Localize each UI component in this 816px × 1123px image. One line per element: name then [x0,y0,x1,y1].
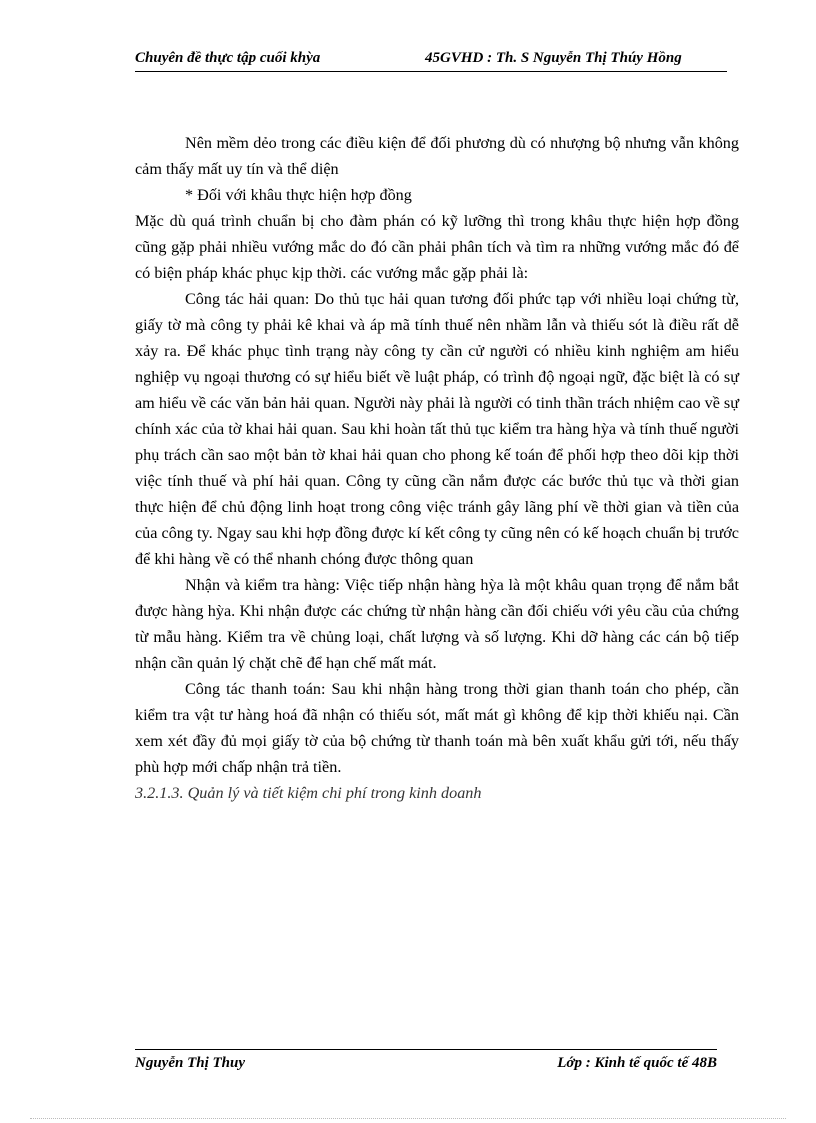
paragraph-customs: Công tác hải quan: Do thủ tục hải quan tương đối phức tạp với nhiều loại chứng từ, giấy tờ mà công ty phải kê khai và áp mã tính thuế nên nhầm lẫn và thiếu sót là điều rất dễ xảy ra. Để khác phục tình trạng này công ty cần cử người có nhiều kinh nghiệm am hiểu nghiệp vụ ngoại thương có sự hiểu biết về luật pháp, có trình độ ngoại ngữ, đặc biệt là có sự am hiểu về các văn bản hải quan. Người này phải là người có tinh thần trách nhiệm cao về sự chính xác của tờ khai hải quan. Sau khi hoàn tất thủ tục kiểm tra hàng hỳa và tính thuế người phụ trách cần sao một bản tờ khai hải quan cho phong kế toán để phối hợp theo dõi kịp thời việc tính thuế và phí hải quan. Công ty cũng cần nắm được các bước thủ tục và thời gian thực hiện để chủ động linh hoạt trong công việc tránh gây lãng phí về thời gian và tiền của của công ty. Ngay sau khi hợp đồng được kí kết công ty cũng nên có kế hoạch chuẩn bị trước để khi hàng về có thể nhanh chóng được thông quan [135,290,739,568]
paragraph-goods-inspection: Nhận và kiểm tra hàng: Việc tiếp nhận hàng hỳa là một khâu quan trọng để nắm bắt được hàng hỳa. Khi nhận được các chứng từ nhận hàng cần đối chiếu với yêu cầu của chứng từ mẫu hàng. Kiểm tra về chủng loại, chất lượng và số lượng. Khi dỡ hàng các cán bộ tiếp nhận cần quản lý chặt chẽ để hạn chế mất mát. [135,576,739,672]
body-text [135,130,739,806]
footer-class: Lớp : Kinh tế quốc tế 48B [557,1055,717,1071]
paragraph-payment: Công tác thanh toán: Sau khi nhận hàng trong thời gian thanh toán cho phép, cần kiểm tra vật tư hàng hoá đã nhận có thiếu sót, mất mát gì không để kịp thời khiếu nại. Cần xem xét đầy đủ mọi giấy tờ của bộ chứng từ thanh toán mà bên xuất khẩu gửi tới, nếu thấy phù hợp mới chấp nhận trả tiền. [135,680,739,776]
paragraph-contract-intro: Mặc dù quá trình chuẩn bị cho đàm phán có kỹ lưỡng thì trong khâu thực hiện hợp đồng cũng gặp phải nhiều vướng mắc do đó cần phải phân tích và tìm ra những vướng mắc đó để có biện pháp khác phục kịp thời. các vướng mắc gặp phải là: [135,212,739,282]
page-footer [135,1049,717,1079]
header-rule [135,71,727,72]
page-header [135,48,727,72]
page-bottom-dotted-line [30,1118,786,1119]
paragraph-contract-heading: * Đối với khâu thực hiện hợp đồng [185,186,412,204]
section-subheading: 3.2.1.3. Quản lý và tiết kiệm chi phí trong kinh doanh [135,784,482,802]
paragraph-flexibility: Nên mềm dẻo trong các điều kiện để đối phương dù có nhượng bộ nhưng vẫn không cảm thấy mất uy tín và thể diện [135,134,739,178]
footer-author: Nguyễn Thị Thuy [135,1055,246,1071]
header-advisor: 45GVHD : Th. S Nguyễn Thị Thúy Hồng [425,50,682,66]
header-title: Chuyên đề thực tập cuối khỳa [135,50,321,66]
footer-rule [135,1049,717,1050]
